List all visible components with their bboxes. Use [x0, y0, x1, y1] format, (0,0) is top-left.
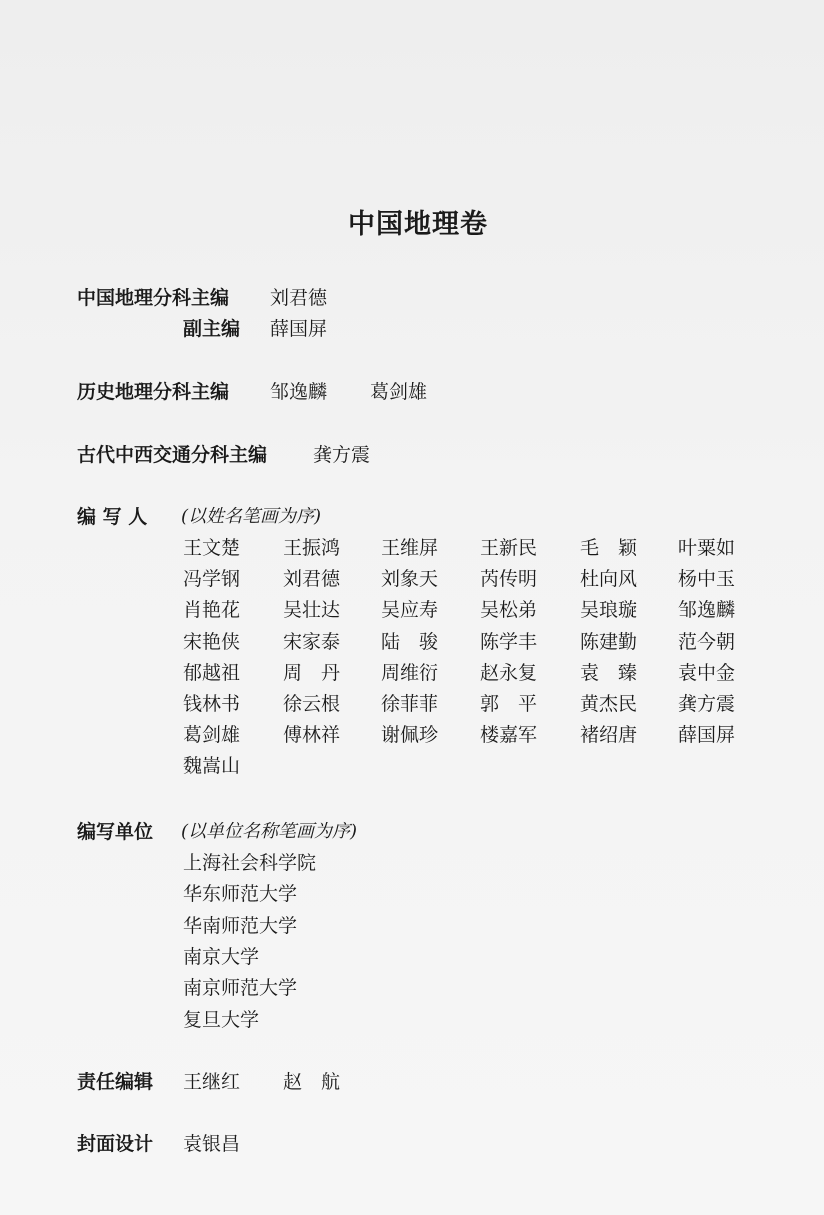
writer-name: 楼嘉军 — [480, 724, 538, 747]
writer-name: 袁 臻 — [580, 661, 638, 684]
responsible-editor-name-2: 赵 航 — [283, 1071, 341, 1093]
ancient-chief-label: 古代中西交通分科主编 — [77, 444, 268, 466]
units-label: 编写单位 — [77, 821, 154, 843]
writer-name: 陆 骏 — [381, 630, 439, 653]
writer-name: 傅林祥 — [283, 724, 341, 747]
unit-item: 华南师范大学 — [183, 914, 298, 937]
writer-name: 范今朝 — [678, 630, 736, 653]
writer-name: 杜向风 — [580, 568, 638, 591]
responsible-editor-label: 责任编辑 — [77, 1071, 154, 1093]
writer-name: 吴琅璇 — [580, 599, 638, 622]
writers-label: 编 写 人 — [77, 506, 148, 528]
writer-name: 王维屏 — [381, 537, 439, 559]
writer-name: 吴应寿 — [381, 599, 439, 622]
geo-chief-name: 刘君德 — [270, 287, 328, 309]
page-title: 中国地理卷 — [348, 209, 488, 240]
writer-name: 葛剑雄 — [183, 724, 241, 747]
geo-chief-label: 中国地理分科主编 — [77, 287, 230, 309]
writer-name: 周 丹 — [283, 661, 341, 684]
writer-name: 徐云根 — [283, 693, 341, 715]
hist-chief-label: 历史地理分科主编 — [77, 381, 230, 403]
hist-chief-name-1: 邹逸麟 — [270, 381, 328, 403]
unit-item: 南京师范大学 — [183, 977, 298, 1000]
geo-deputy-label: 副主编 — [183, 318, 241, 340]
cover-design-name: 袁银昌 — [183, 1133, 241, 1155]
unit-item: 上海社会科学院 — [183, 852, 317, 874]
ancient-chief-name: 龚方震 — [313, 444, 371, 466]
writer-name: 王新民 — [480, 537, 538, 559]
writer-name: 宋艳侠 — [183, 630, 241, 653]
geo-deputy-name: 薛国屏 — [270, 318, 328, 340]
writer-name: 叶粟如 — [678, 537, 736, 559]
writer-name: 钱林书 — [183, 693, 241, 715]
writer-name: 赵永复 — [480, 661, 538, 684]
writer-name: 冯学钢 — [183, 568, 241, 591]
writer-name: 刘君德 — [283, 568, 341, 591]
writer-name: 刘象天 — [381, 568, 439, 591]
writer-name: 周维衍 — [381, 661, 439, 684]
responsible-editor-name-1: 王继红 — [183, 1071, 241, 1093]
unit-item: 复旦大学 — [183, 1008, 260, 1031]
unit-item: 南京大学 — [183, 945, 260, 968]
writers-note: (以姓名笔画为序) — [181, 506, 322, 527]
hist-chief-name-2: 葛剑雄 — [370, 381, 428, 403]
writer-name: 杨中玉 — [678, 568, 736, 591]
writer-name: 郭 平 — [480, 693, 538, 715]
writer-name: 肖艳花 — [183, 599, 241, 622]
unit-item: 华东师范大学 — [183, 883, 298, 906]
writer-name: 龚方震 — [678, 693, 736, 715]
writer-name: 薛国屏 — [678, 724, 736, 747]
writer-name: 郁越祖 — [183, 661, 241, 684]
writer-name: 王文楚 — [183, 537, 241, 559]
writer-name: 宋家泰 — [283, 630, 341, 653]
units-note: (以单位名称笔画为序) — [181, 821, 358, 842]
writer-name: 毛 颖 — [580, 537, 638, 559]
writer-name: 陈学丰 — [480, 630, 538, 653]
writer-name: 褚绍唐 — [580, 724, 638, 747]
writer-name: 王振鸿 — [283, 537, 341, 559]
writer-name: 谢佩珍 — [381, 724, 439, 747]
writer-name: 吴松弟 — [480, 599, 538, 622]
cover-design-label: 封面设计 — [77, 1133, 154, 1155]
writer-name: 黄杰民 — [580, 693, 638, 715]
writer-name: 邹逸麟 — [678, 599, 736, 622]
writer-name: 吴壮达 — [283, 599, 341, 622]
writer-name: 芮传明 — [480, 568, 538, 591]
writer-name: 袁中金 — [678, 661, 736, 684]
writer-name: 徐菲菲 — [381, 693, 439, 715]
writer-name: 魏嵩山 — [183, 755, 241, 778]
writer-name: 陈建勤 — [580, 630, 638, 653]
